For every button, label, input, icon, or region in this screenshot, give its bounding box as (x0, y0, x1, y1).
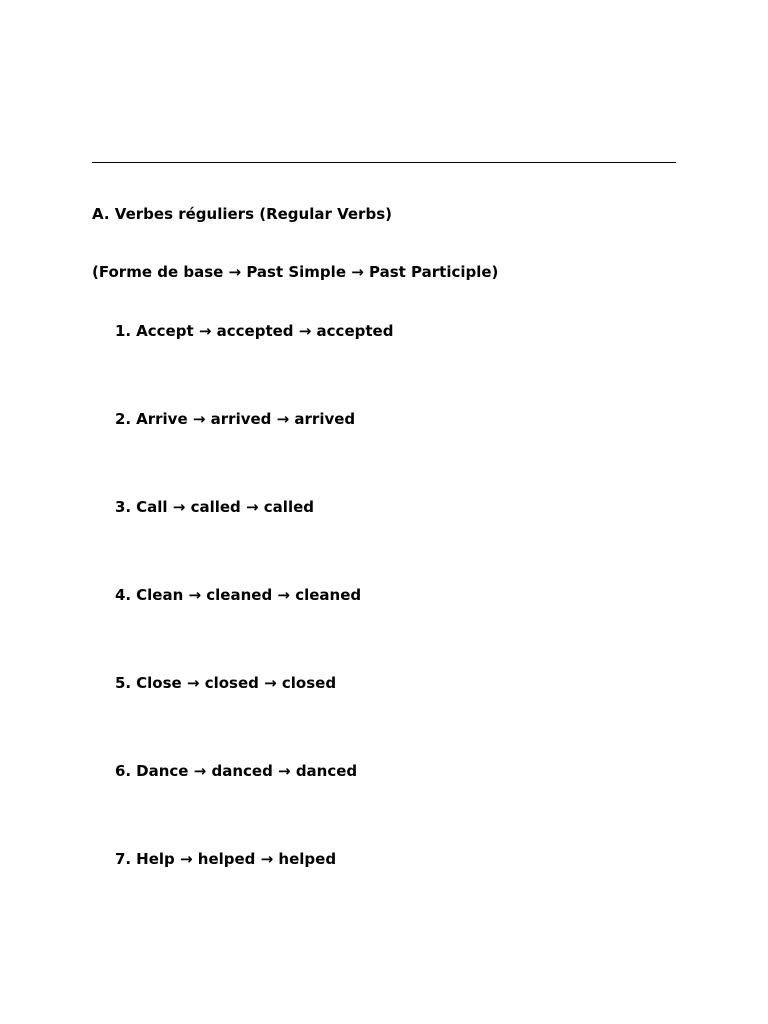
horizontal-rule (92, 162, 676, 163)
item-text: Help → helped → helped (136, 850, 337, 868)
item-text: Clean → cleaned → cleaned (136, 586, 362, 604)
list-item (115, 762, 393, 780)
item-number: 7. (115, 850, 132, 868)
item-number: 4. (115, 586, 132, 604)
item-text: Dance → danced → danced (136, 762, 358, 780)
section-title: A. Verbes réguliers (Regular Verbs) (92, 205, 392, 223)
list-item (115, 586, 393, 604)
section-subtitle: (Forme de base → Past Simple → Past Participle) (92, 263, 499, 281)
list-item (115, 498, 393, 516)
list-item (115, 674, 393, 692)
item-text: Close → closed → closed (136, 674, 337, 692)
item-number: 1. (115, 322, 132, 340)
list-item (115, 322, 393, 340)
item-number: 5. (115, 674, 132, 692)
item-number: 3. (115, 498, 132, 516)
item-text: Accept → accepted → accepted (136, 322, 394, 340)
verb-list (115, 322, 393, 938)
list-item (115, 410, 393, 428)
list-item (115, 850, 393, 868)
item-number: 2. (115, 410, 132, 428)
item-text: Call → called → called (136, 498, 314, 516)
item-text: Arrive → arrived → arrived (136, 410, 356, 428)
item-number: 6. (115, 762, 132, 780)
